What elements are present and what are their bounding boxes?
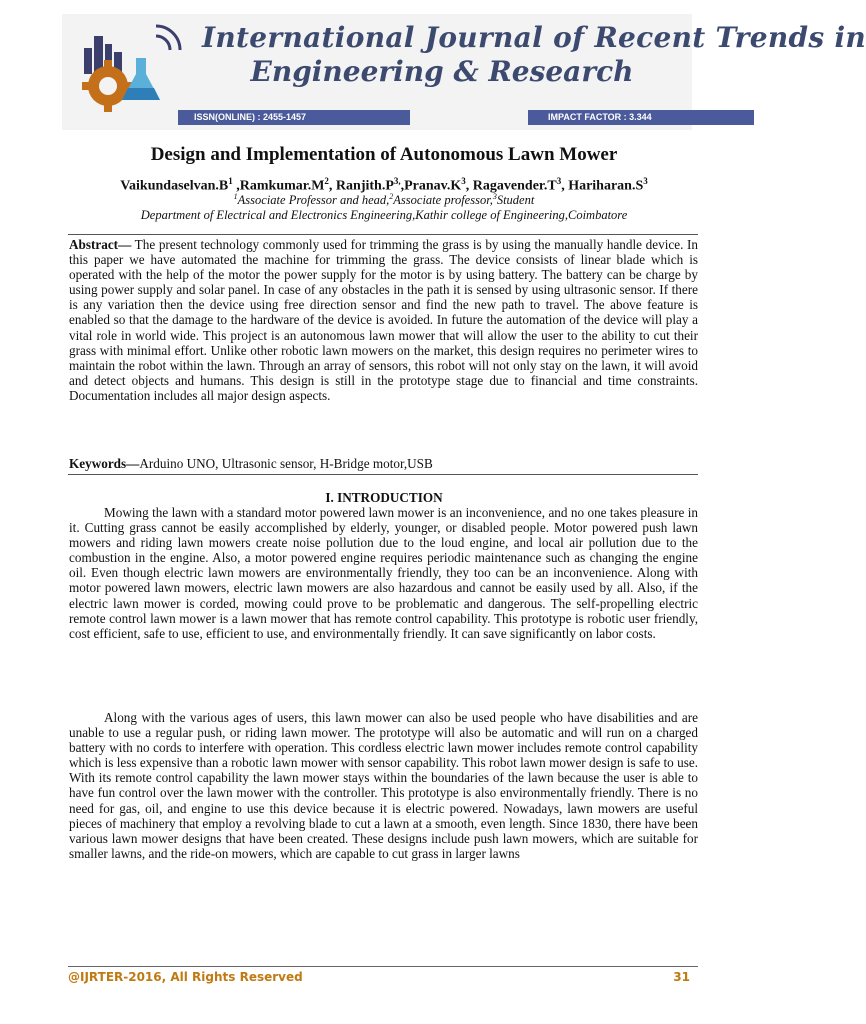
journal-logo-icon — [70, 18, 190, 114]
author-name: Ramkumar.M — [239, 178, 325, 194]
author-sup: 2 — [324, 176, 329, 186]
affiliation-roles — [0, 192, 768, 208]
author-name: Vaikundaselvan.B — [120, 178, 229, 194]
footer-rule — [68, 966, 698, 967]
author-sup: 1 — [228, 176, 233, 186]
author-name: Pranav.K — [404, 178, 462, 194]
affiliation-department: Department of Electrical and Electronics Engineering,Kathir college of Engineering,Coimbatore — [140, 208, 628, 222]
keywords — [69, 456, 698, 471]
author-name: Hariharan.S — [568, 178, 644, 194]
footer-copyright: @IJRTER-2016, All Rights Reserved — [68, 970, 303, 984]
journal-title-line2: Engineering & Research — [250, 55, 634, 89]
author-name: Ragavender.T — [472, 178, 557, 194]
paper-title: Design and Implementation of Autonomous Lawn Mower — [150, 144, 618, 165]
abstract — [69, 237, 698, 403]
affil-sup: 1 — [233, 192, 238, 201]
affil-role: Associate Professor and head, — [237, 193, 390, 208]
affil-role: Associate professor, — [393, 193, 493, 208]
author-sup: 3 — [643, 176, 648, 186]
keywords-text: Arduino UNO, Ultrasonic sensor, H-Bridge motor,USB — [139, 456, 433, 471]
author-sup: 3 — [556, 176, 562, 186]
author-sup: 3 — [461, 176, 466, 186]
affil-role: Student — [496, 193, 535, 208]
author-name: Ranjith.P — [335, 178, 394, 194]
issn-label: ISSN(ONLINE) : 2455-1457 — [178, 110, 410, 125]
section-heading: I. INTRODUCTION — [325, 490, 443, 505]
abstract-label: Abstract— — [69, 237, 132, 252]
keywords-label: Keywords— — [69, 456, 140, 471]
author-sup: 3, — [393, 176, 401, 186]
page-number: 31 — [673, 970, 690, 984]
author-sep: , — [328, 178, 336, 194]
journal-title — [202, 21, 866, 89]
journal-title-line1: International Journal of Recent Trends in — [202, 21, 866, 54]
abstract-text: The present technology commonly used for trimming the grass is by using the manually handle device. In this paper we have automated the machine for trimming the grass. The device consists of linear blade which is operated with the help of the motor the power supply for the motor is by using battery. The battery can be charge by using power supply and solar panel. In case of any obstacles in the path it is sensed by using ultrasonic sensor. If there is any variation then the device using free direction sensor and find the new path to travel. The above feature is enabled so that the damage to the hardware of the device is avoided. In future the automation of the device will play a vital role in world wide. This project is an autonomous lawn mower that will allow the user to the ability to cut their grass with minimal effort. Unlike other robotic lawn mowers on the market, this design requires no perimeter wires to maintain the robot within the lawn. Through an array of sensors, this robot will not only stay on the lawn, it will avoid and detect objects and humans. This design is still in the prototype stage due to financial and time constraints. Documentation includes all major design aspects. — [69, 237, 698, 403]
intro-paragraph-1: Mowing the lawn with a standard motor powered lawn mower is an inconvenience, and no one takes pleasure in it. Cutting grass cannot be easily accomplished by elderly, younger, or disabled people. Motor powered push lawn mowers and riding lawn mowers create noise pollution due to the loud engine, and local air pollution due to the combustion in the engine. Also, a motor powered engine requires periodic maintenance such as changing the engine oil. Even though electric lawn mowers are environmentally friendly, they too can be an inconvenience. Along with motor powered lawn mowers, electric lawn mowers are also hazardous and cannot be easily used by all. Also, if the electric lawn mower is corded, mowing could prove to be problematic and dangerous. The self-propelling electric remote control lawn mower is a lawn mower that has remote control capability. This prototype is robotic user friendly, cost efficient, safe to use, efficient to use, and environmentally friendly. It can save significantly on labor costs. — [69, 505, 698, 641]
intro-paragraph-2: Along with the various ages of users, this lawn mower can also be used people who have disabilities and are unable to use a regular push, or riding lawn mower. The prototype will also be automatic and will run on a charged battery with no cords to interfere with operation. This cordless electric lawn mower includes remote control capability which is less expensive than a robotic lawn mower with sensor capability. This robot lawn mower design is safe to use. With its remote control capability the lawn mower stays within the boundaries of the lawn because the user is able to have fun control over the lawn mower with the controller. This prototype is also environmentally friendly. There is no need for gas, oil, and engine to use this device because it is electric powered. Nowadays, lawn mowers are useful pieces of machinery that employ a revolving blade to cut a lawn at a smooth, even length. Since 1830, there have been various lawn mower designs that have been created. These designs include push lawn mowers, which are suitable for smaller lawns, and the ride-on mowers, which are capable to cut grass in larger lawns — [69, 710, 698, 861]
abstract-top-rule — [68, 234, 698, 235]
journal-banner — [62, 14, 866, 130]
keywords-bottom-rule — [68, 474, 698, 475]
affil-sup: 2 — [389, 192, 394, 201]
author-sep: , — [232, 178, 240, 194]
author-sep: , — [561, 178, 569, 194]
author-sep: , — [400, 178, 405, 194]
impact-factor-label: IMPACT FACTOR : 3.344 — [528, 110, 754, 125]
author-sep: , — [465, 178, 473, 194]
affil-sup: 3 — [492, 192, 497, 201]
